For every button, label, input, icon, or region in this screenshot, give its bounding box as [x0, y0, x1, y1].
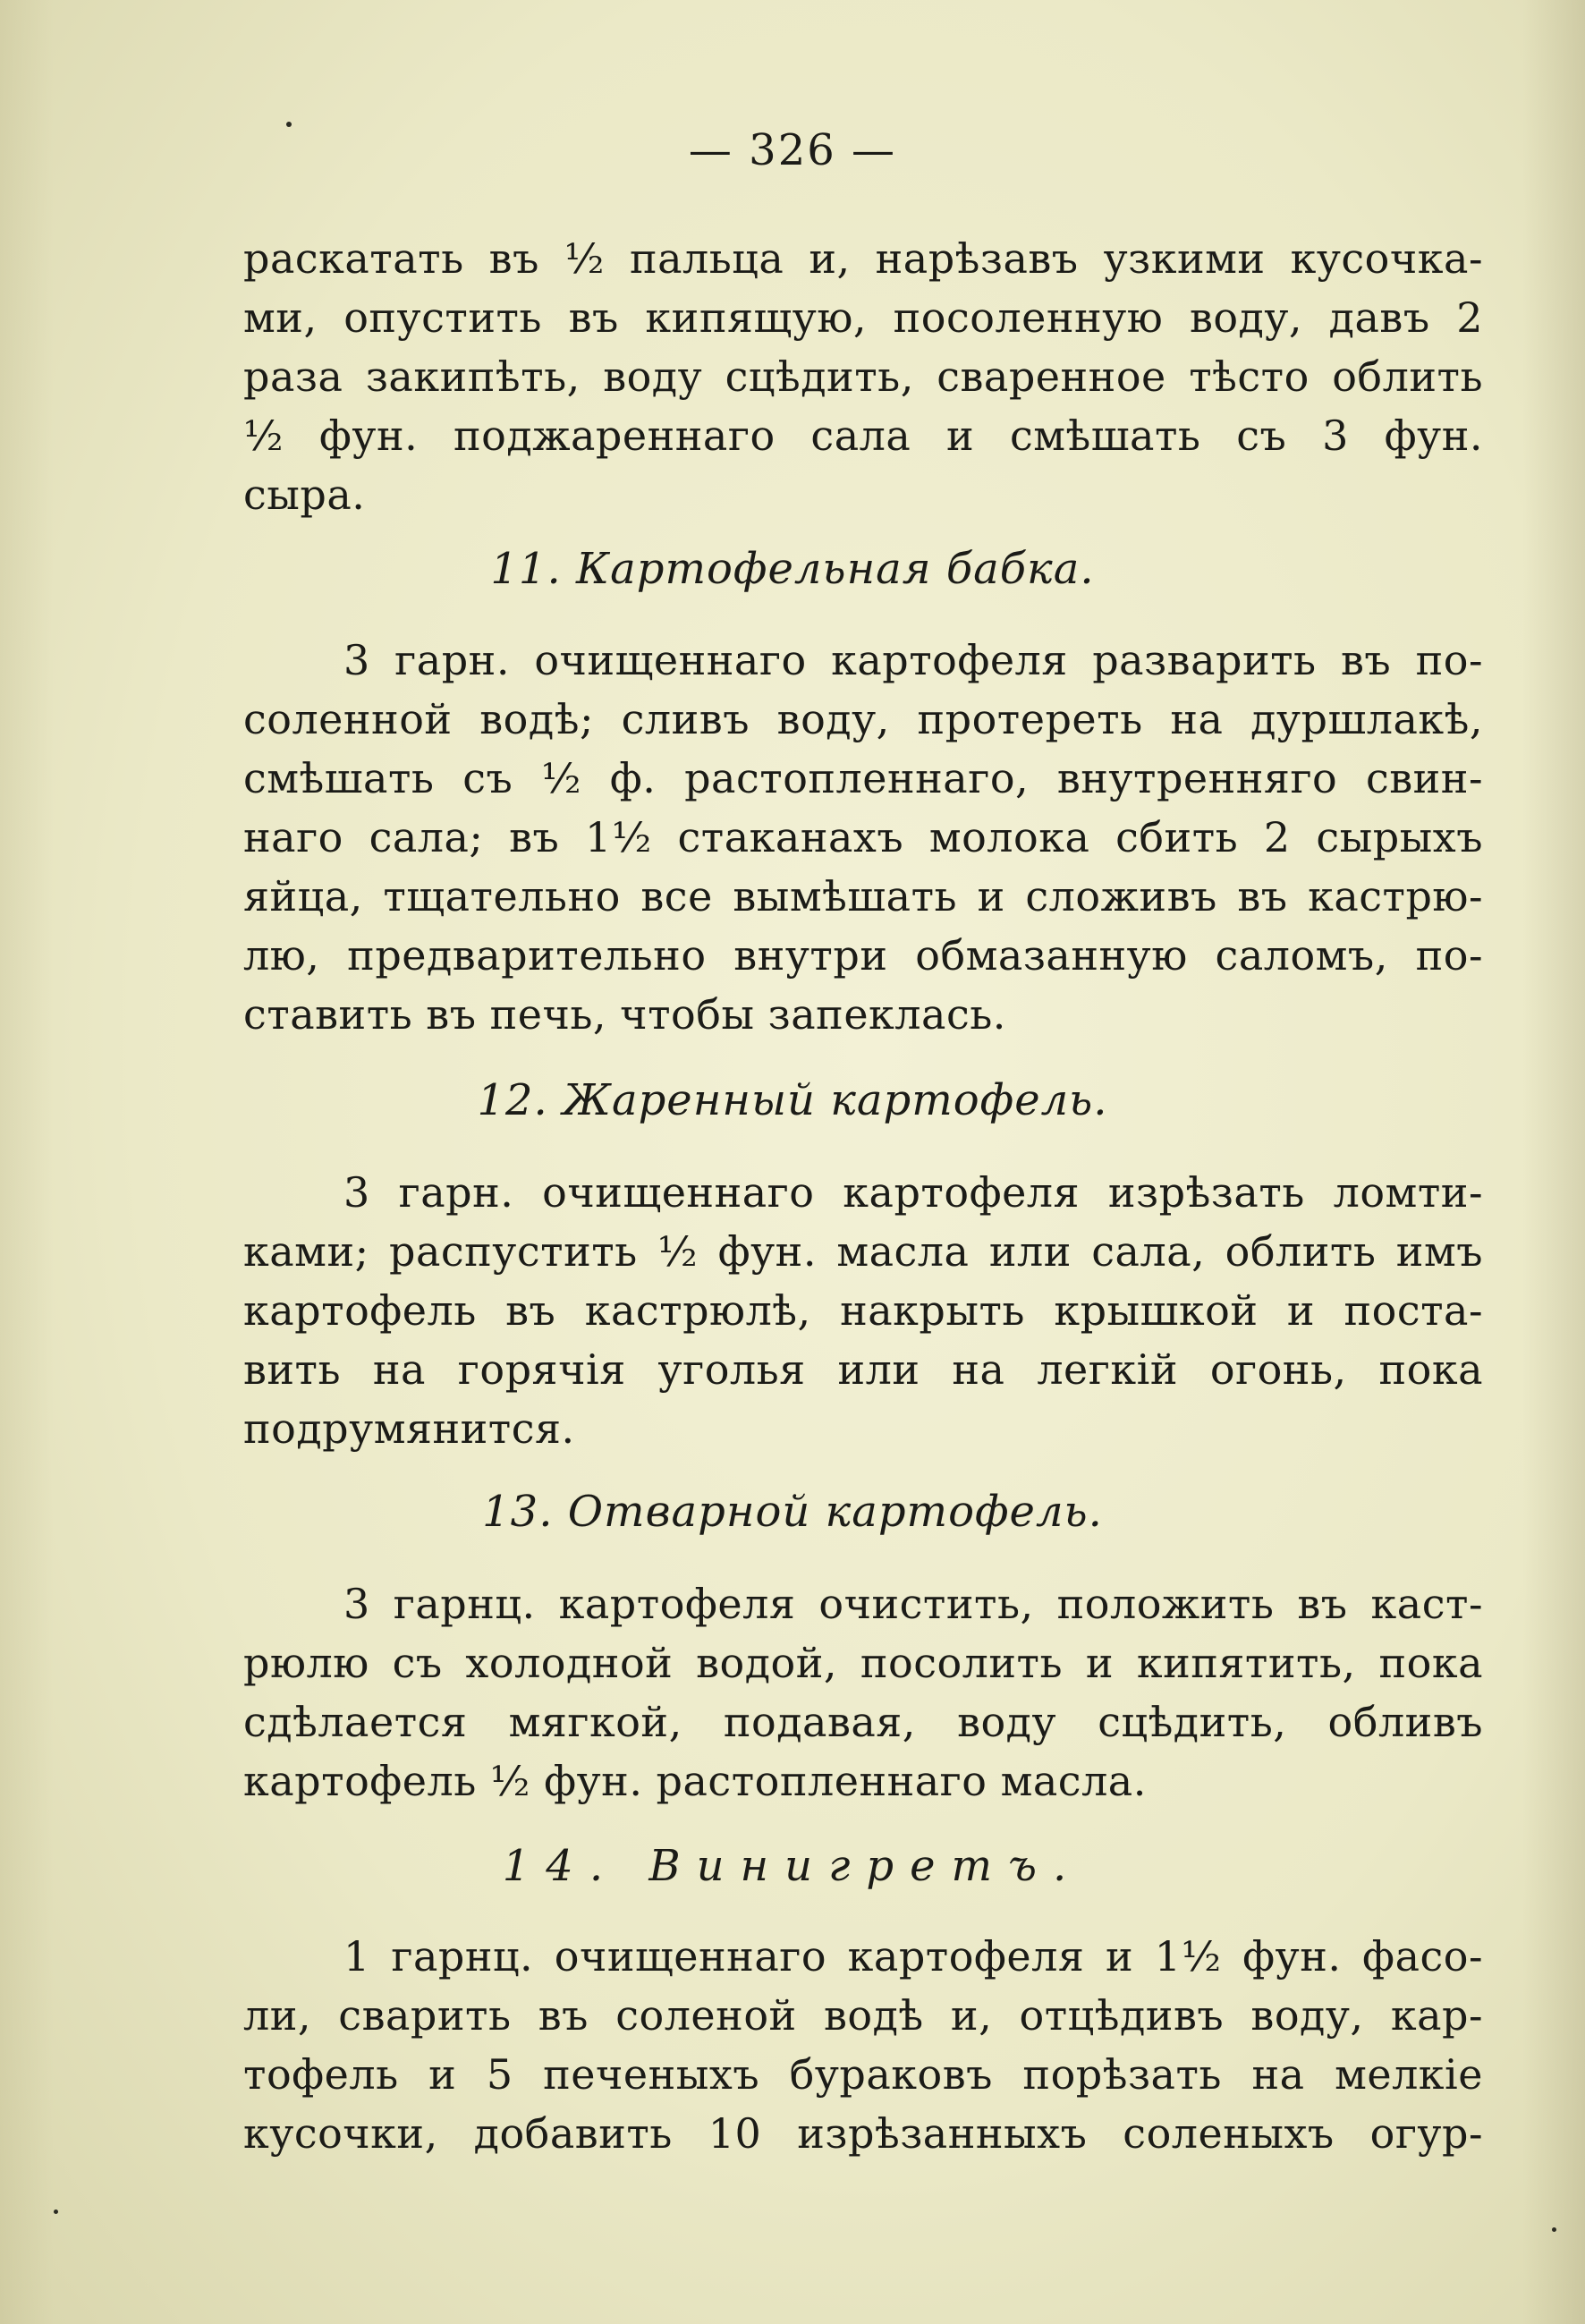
- text-line: наго сала; въ 1½ стаканахъ молока сбить 2 сырыхъ: [243, 813, 1483, 861]
- recipe-heading: 14. Винигретъ.: [502, 1841, 1083, 1891]
- text-line: вить на горячія уголья или на легкій огонь, пока: [243, 1345, 1483, 1394]
- text-line: 1 гарнц. очищеннаго картофеля и 1½ фун. фасо-: [343, 1932, 1483, 1980]
- recipe-paragraph: [243, 1163, 1483, 1458]
- text-line: сыра.: [243, 471, 366, 519]
- text-line: раскатать въ ½ пальца и, нарѣзавъ узкими кусочка-: [243, 234, 1483, 283]
- text-line: лю, предварительно внутри обмазанную саломъ, по-: [243, 931, 1483, 980]
- text-line: 3 гарн. очищеннаго картофеля изрѣзать ломти-: [343, 1168, 1483, 1217]
- recipe-heading: 11. Картофельная бабка.: [490, 544, 1095, 594]
- text-line: раза закипѣть, воду сцѣдить, сваренное тѣсто облить: [243, 352, 1483, 401]
- text-line: соленной водѣ; сливъ воду, протереть на дуршлакѣ,: [243, 695, 1483, 743]
- text-line: ми, опустить въ кипящую, посоленную воду, давъ 2: [243, 293, 1483, 342]
- text-line: картофель въ кастрюлѣ, накрыть крышкой и поста-: [243, 1286, 1483, 1335]
- recipe-paragraph: [243, 1574, 1483, 1811]
- intro-paragraph: [243, 229, 1483, 524]
- recipe-heading: 13. Отварной картофель.: [482, 1487, 1103, 1537]
- recipe-paragraph: [243, 1927, 1483, 2163]
- ink-speck: [54, 2209, 58, 2214]
- text-line: 3 гарн. очищеннаго картофеля разварить въ по-: [343, 636, 1483, 684]
- text-line: ½ фун. поджареннаго сала и смѣшать съ 3 фун.: [243, 411, 1483, 460]
- text-line: 3 гарнц. картофеля очистить, положить въ каст-: [343, 1580, 1483, 1628]
- page-number: — 326 —: [688, 125, 897, 175]
- text-line: ставить въ печь, чтобы запеклась.: [243, 990, 1006, 1039]
- text-line: сдѣлается мягкой, подавая, воду сцѣдить, обливъ: [243, 1698, 1483, 1746]
- text-line: картофель ½ фун. растопленнаго масла.: [243, 1757, 1147, 1805]
- text-line: кусочки, добавить 10 изрѣзанныхъ соленыхъ огур-: [243, 2109, 1483, 2158]
- text-line: смѣшать съ ½ ф. растопленнаго, внутренняго свин-: [243, 754, 1483, 802]
- ink-speck: [1552, 2227, 1556, 2232]
- text-line: ли, сварить въ соленой водѣ и, отцѣдивъ воду, кар-: [243, 1991, 1483, 2040]
- page-edge-shadow-left: [0, 0, 54, 2324]
- recipe-paragraph: [243, 631, 1483, 1044]
- page-edge-shadow-right: [1522, 0, 1585, 2324]
- text-line: тофель и 5 печеныхъ бураковъ порѣзать на мелкіе: [243, 2050, 1483, 2099]
- text-line: яйца, тщательно все вымѣшать и сложивъ въ кастрю-: [243, 872, 1483, 920]
- recipe-heading: 12. Жаренный картофель.: [477, 1075, 1108, 1125]
- text-line: подрумянится.: [243, 1404, 575, 1453]
- text-line: рюлю съ холодной водой, посолить и кипятить, пока: [243, 1639, 1483, 1687]
- text-line: ками; распустить ½ фун. масла или сала, облить имъ: [243, 1227, 1483, 1276]
